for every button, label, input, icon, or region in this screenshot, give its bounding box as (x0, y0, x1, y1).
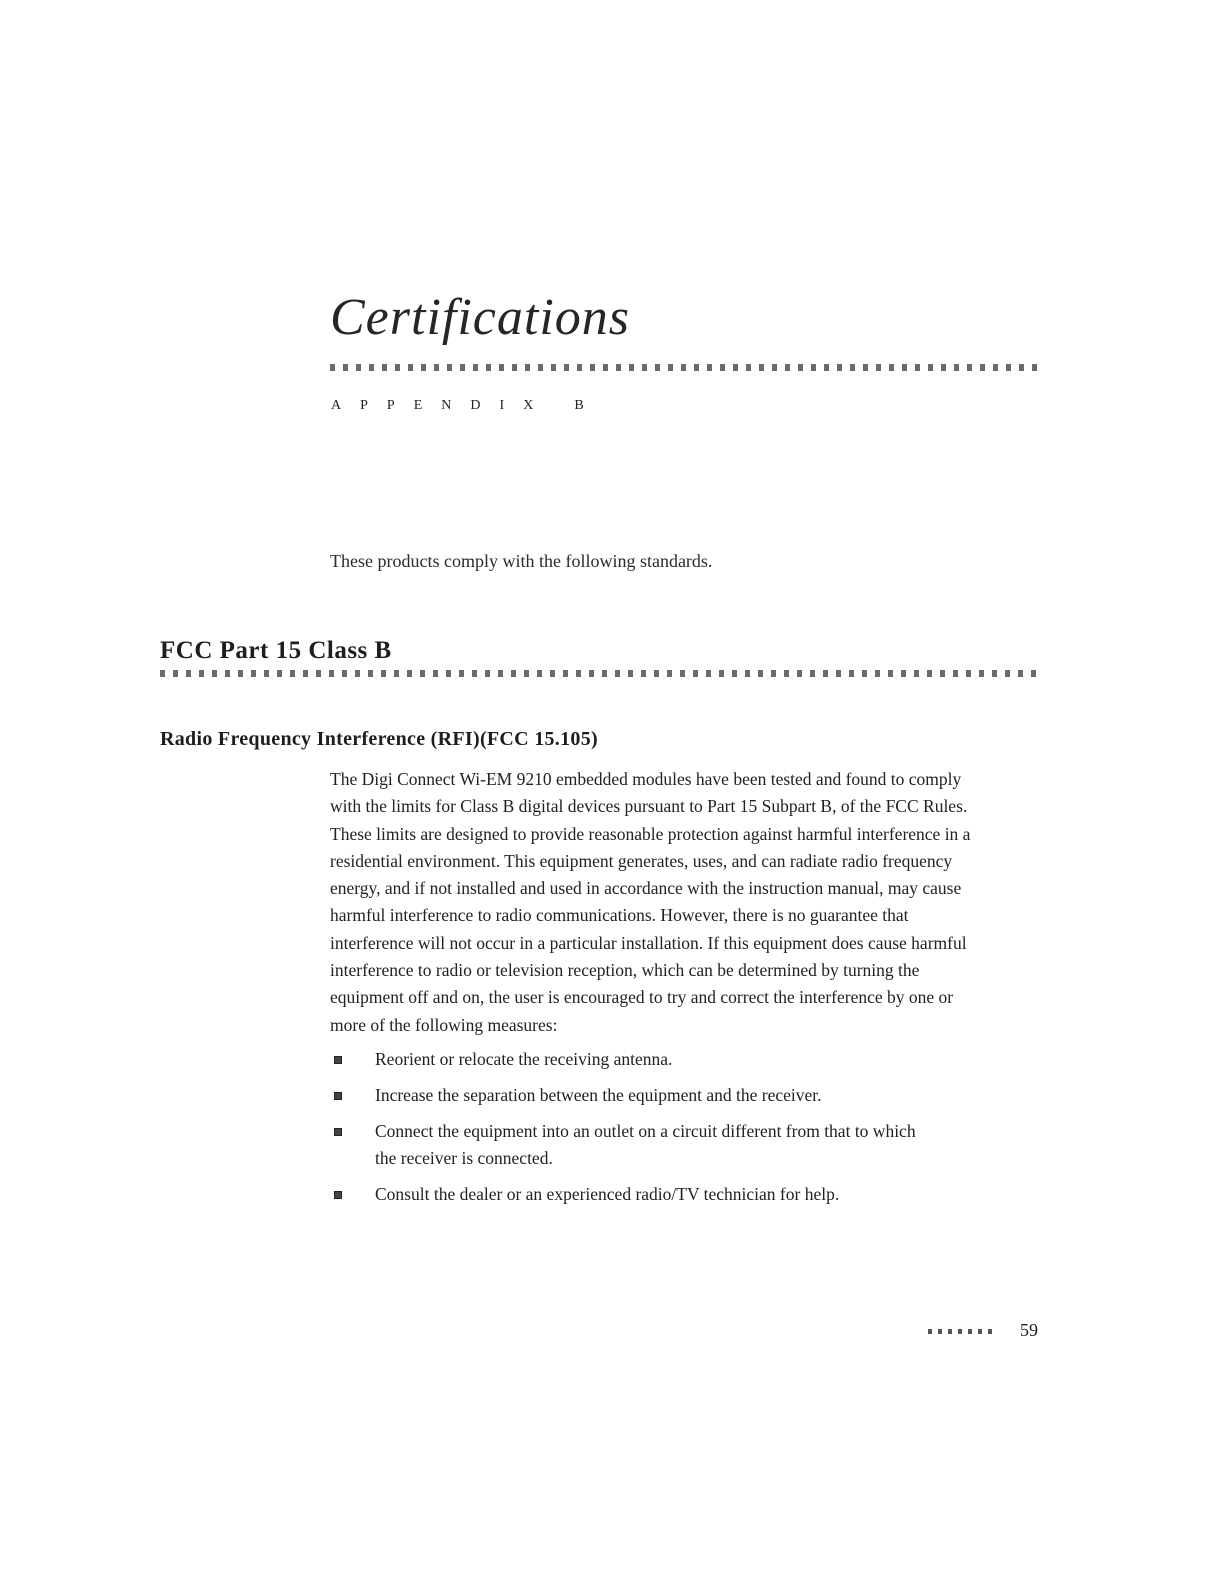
measures-list (330, 1046, 1030, 1217)
appendix-letter: X (523, 398, 534, 413)
rfi-paragraph (330, 766, 1042, 1039)
list-item (330, 1082, 1030, 1109)
list-item-line: the receiver is connected. (375, 1148, 553, 1168)
footer-dotted-rule (928, 1329, 998, 1334)
list-item (330, 1181, 1030, 1208)
paragraph-line: interference to radio or television reception, which can be determined by turning the (330, 960, 920, 981)
paragraph-line: energy, and if not installed and used in accordance with the instruction manual, may cause (330, 878, 962, 899)
chapter-title: Certifications (330, 289, 630, 346)
list-item (330, 1118, 1030, 1172)
paragraph-line: equipment off and on, the user is encouraged to try and correct the interference by one or (330, 987, 954, 1008)
paragraph-line: harmful interference to radio communications. However, there is no guarantee that (330, 905, 909, 926)
paragraph-line: The Digi Connect Wi-EM 9210 embedded modules have been tested and found to comply (330, 769, 962, 789)
appendix-letter: E (413, 398, 423, 413)
list-item-line: Reorient or relocate the receiving antenna. (375, 1049, 673, 1069)
paragraph-line: These limits are designed to provide reasonable protection against harmful interference in a (330, 823, 971, 844)
appendix-letter: D (470, 398, 481, 413)
list-item-line: Consult the dealer or an experienced radio/TV technician for help. (375, 1184, 840, 1204)
subsection-heading: Radio Frequency Interference (RFI)(FCC 15.105) (160, 728, 598, 750)
appendix-letter: I (499, 398, 505, 413)
square-bullet-icon (334, 1092, 342, 1100)
section-dotted-rule (160, 670, 1038, 677)
square-bullet-icon (334, 1128, 342, 1136)
paragraph-line: more of the following measures: (330, 1014, 558, 1035)
paragraph-line: with the limits for Class B digital devices pursuant to Part 15 Subpart B, of the FCC Rules. (330, 796, 968, 817)
appendix-id: B (574, 398, 584, 413)
appendix-letter: N (441, 398, 452, 413)
section-heading: FCC Part 15 Class B (160, 637, 392, 664)
appendix-letter: A (331, 398, 342, 413)
appendix-label (331, 398, 603, 414)
intro-text: These products comply with the following standards. (330, 551, 713, 571)
square-bullet-icon (334, 1056, 342, 1064)
list-item-line: Connect the equipment into an outlet on a circuit different from that to which (375, 1121, 916, 1141)
appendix-letter: P (386, 398, 395, 413)
appendix-letter: P (360, 398, 368, 413)
list-item (330, 1046, 1030, 1073)
paragraph-line: residential environment. This equipment generates, uses, and can radiate radio frequency (330, 850, 953, 871)
paragraph-line: interference will not occur in a particular installation. If this equipment does cause harmful (330, 932, 967, 953)
page-number: 59 (1020, 1320, 1038, 1340)
square-bullet-icon (334, 1191, 342, 1199)
list-item-line: Increase the separation between the equipment and the receiver. (375, 1085, 822, 1105)
title-dotted-rule (330, 364, 1038, 371)
page-footer (928, 1320, 1040, 1344)
